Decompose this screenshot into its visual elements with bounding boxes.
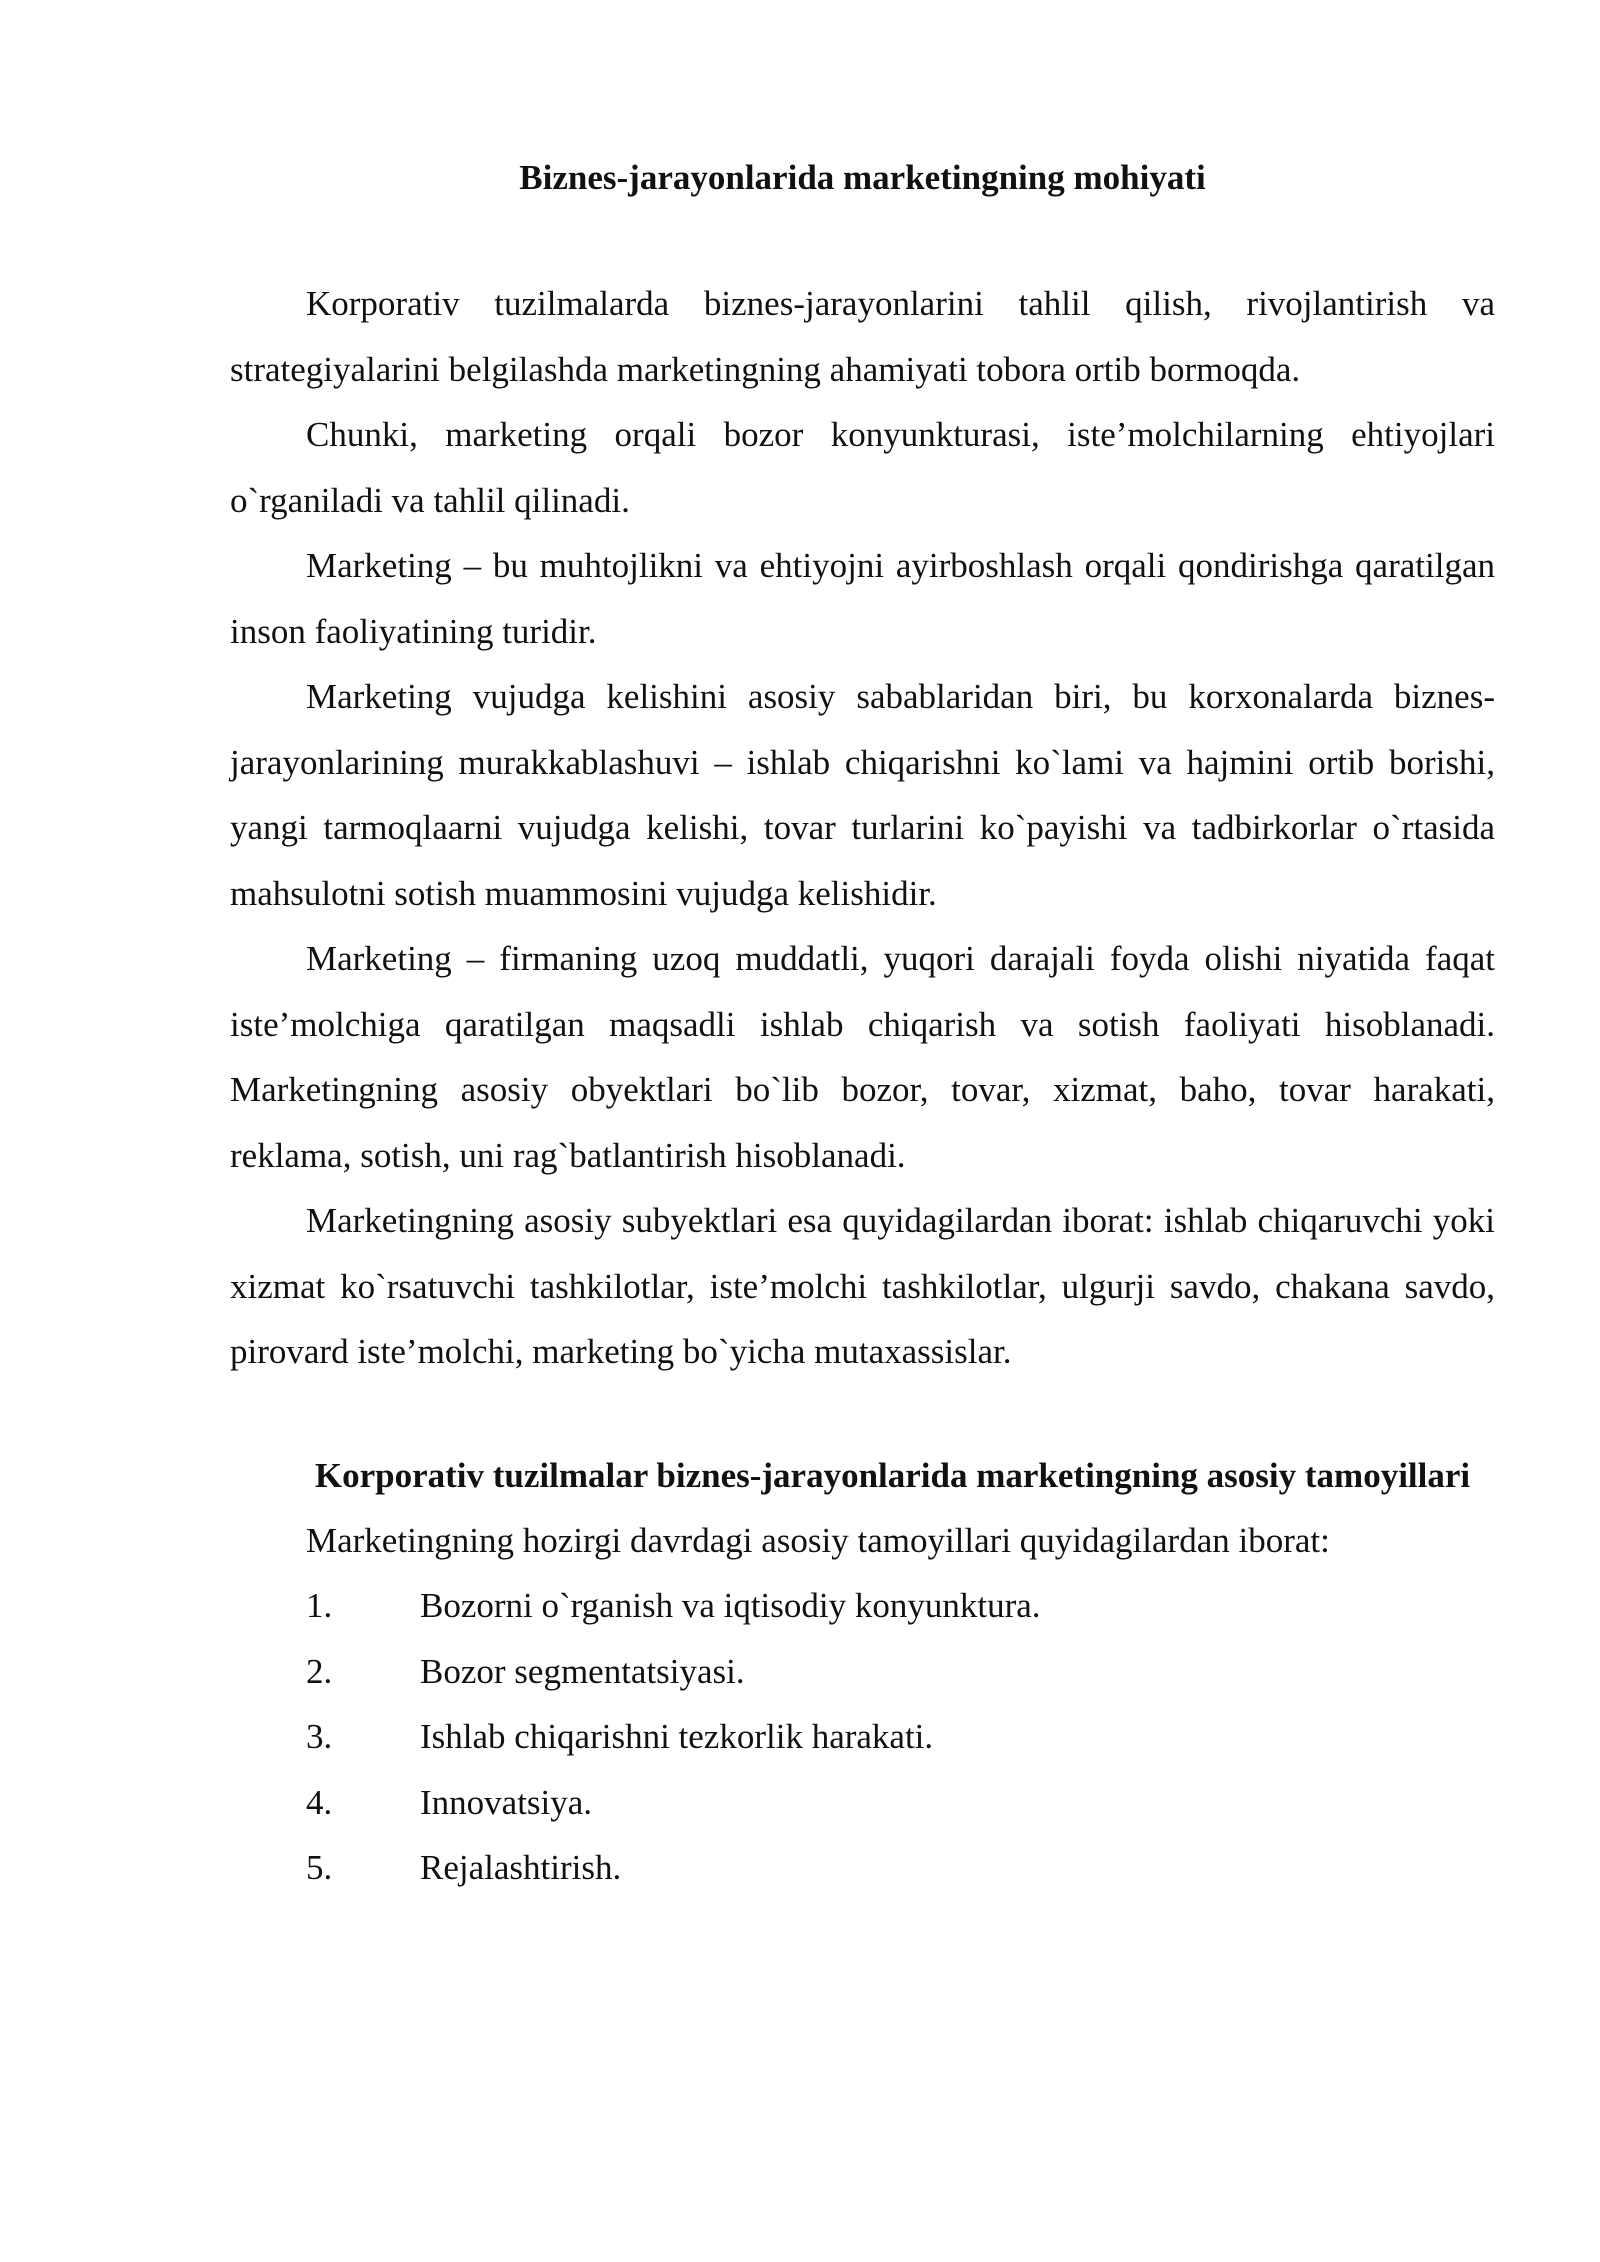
list-text: Bozor segmentatsiyasi.: [420, 1651, 745, 1691]
list-number: 3.: [306, 1717, 333, 1756]
paragraph-1: Korporativ tuzilmalarda biznes-jarayonlarini tahlil qilish, rivojlantirish va strategiyalarini belgilashda marketingning ahamiyati tobora ortib bormoqda.: [230, 284, 1495, 389]
list-item: [230, 1573, 1495, 1639]
list-text: Ishlab chiqarishni tezkorlik harakati.: [420, 1717, 934, 1756]
paragraph-2: Chunki, marketing orqali bozor konyunkturasi, iste’molchilarning ehtiyojlari o`rganiladi va tahlil qilinadi.: [230, 415, 1495, 520]
section-title-2: Korporativ tuzilmalar biznes-jarayonlarida marketingning asosiy tamoyillari: [314, 1455, 1471, 1495]
list-number: 5.: [306, 1848, 333, 1887]
list-text: Bozorni o`rganish va iqtisodiy konyunktura.: [420, 1586, 1041, 1625]
paragraph-3: Marketing – bu muhtojlikni va ehtiyojni ayirboshlash orqali qondirishga qaratilgan inson faoliyatining turidir.: [230, 546, 1495, 651]
list-number: 2.: [306, 1651, 333, 1691]
list-item: [230, 1704, 1495, 1770]
list-number: 4.: [306, 1782, 333, 1822]
list-item: [230, 1770, 1495, 1836]
list-text: Rejalashtirish.: [420, 1848, 622, 1887]
section-title-1: Biznes-jarayonlarida marketingning mohiyati: [519, 158, 1206, 197]
list-number: 1.: [306, 1586, 333, 1625]
paragraph-5: Marketing – firmaning uzoq muddatli, yuqori darajali foyda olishi niyatida faqat iste’molchiga qaratilgan maqsadli ishlab chiqarish va sotish faoliyati hisoblanadi. Marketingning asosiy obyektlari bo`lib bozor, tovar, xizmat, baho, tovar harakati, reklama, sotish, uni rag`batlantirish hisoblanadi.: [230, 939, 1495, 1175]
principles-intro: Marketingning hozirgi davrdagi asosiy tamoyillari quyidagilardan iborat:: [306, 1520, 1330, 1560]
list-text: Innovatsiya.: [420, 1782, 593, 1822]
principles-list: [230, 1573, 1495, 1901]
paragraph-4: Marketing vujudga kelishini asosiy sabablaridan biri, bu korxonalarda biznes-jarayonlarining murakkablashuvi – ishlab chiqarishni ko`lami va hajmini ortib borishi, yangi tarmoqlaarni vujudga kelishi, tovar turlarini ko`payishi va tadbirkorlar o`rtasida mahsulotni sotish muammosini vujudga kelishidir.: [230, 677, 1495, 913]
list-item: [230, 1639, 1495, 1705]
section-spacer: [230, 1385, 1495, 1443]
paragraph-6: Marketingning asosiy subyektlari esa quyidagilardan iborat: ishlab chiqaruvchi yoki xizmat ko`rsatuvchi tashkilotlar, iste’molchi tashkilotlar, ulgurji savdo, chakana savdo, pirovard iste’molchi, marketing bo`yicha mutaxassislar.: [230, 1201, 1495, 1371]
document-content: [230, 148, 1495, 1901]
list-item: [230, 1835, 1495, 1901]
